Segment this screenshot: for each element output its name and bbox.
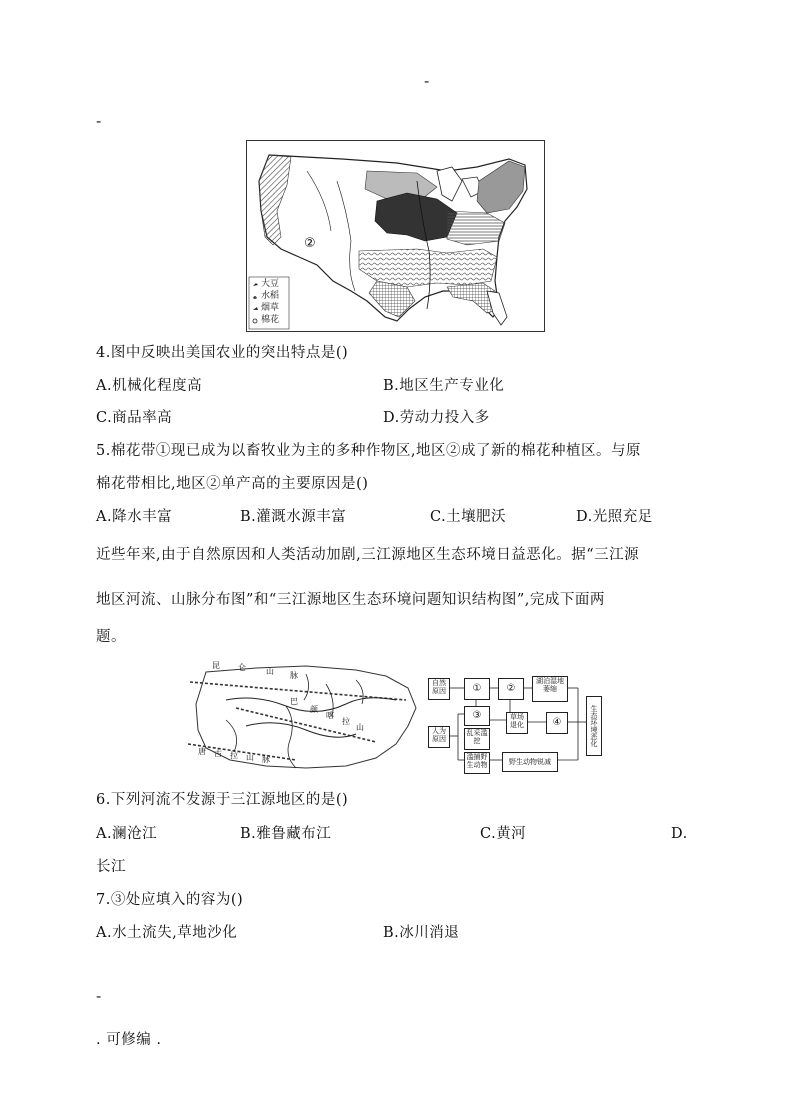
- q6-stem: 6.下列河流不发源于三江源地区的是(): [96, 792, 349, 808]
- q7-option-b[interactable]: B.冰川消退: [383, 925, 460, 941]
- mountain-label-13: 山: [246, 753, 254, 762]
- q7-option-a[interactable]: A.水土流失,草地沙化: [96, 925, 238, 941]
- intro-line1: 近些年来,由于自然原因和人类活动加剧,三江源地区生态环境日益恶化。据“三江源: [96, 547, 640, 563]
- mountain-label-4: 脉: [290, 671, 298, 680]
- q4-option-a[interactable]: A.机械化程度高: [96, 378, 203, 394]
- map-label-region-2: ②: [304, 236, 316, 251]
- q6-option-d-text[interactable]: 长江: [96, 859, 126, 875]
- q6-option-c[interactable]: C.黄河: [480, 826, 527, 842]
- intro-line2: 地区河流、山脉分布图”和“三江源地区生态环境问题知识结构图”,完成下面两: [96, 592, 605, 608]
- page-mark-left: -: [96, 114, 102, 130]
- mountain-label-1: 昆: [212, 661, 220, 670]
- footer-editable: . 可修编 .: [96, 1032, 162, 1048]
- q5-option-d[interactable]: D.光照充足: [576, 509, 653, 525]
- fc-grass-degrade: 草场退化: [506, 712, 528, 734]
- q5-option-a[interactable]: A.降水丰富: [96, 509, 173, 525]
- q5-option-c[interactable]: C.土壤肥沃: [430, 509, 507, 525]
- mountain-label-9: 山: [356, 723, 364, 732]
- fc-natural-cause: 自然原因: [428, 678, 450, 700]
- q6-option-b[interactable]: B.雅鲁藏布江: [240, 826, 332, 842]
- q5-stem-line1: 5.棉花带①现已成为以畜牧业为主的多种作物区,地区②成了新的棉花种植区。与原: [96, 443, 641, 459]
- q6-option-d-prefix[interactable]: D.: [671, 826, 688, 842]
- eco-problem-flowchart: [426, 674, 614, 774]
- legend-tobacco: 烟草: [261, 303, 280, 313]
- header-mark: -: [424, 74, 430, 90]
- mountain-label-12: 拉: [230, 751, 238, 760]
- sanjiangyuan-river-map: [186, 660, 420, 776]
- q7-stem: 7.③处应填入的容为(): [96, 892, 244, 908]
- mountain-label-11: 古: [214, 749, 222, 758]
- us-agriculture-map: [246, 140, 545, 332]
- fc-node-1: ①: [464, 678, 490, 700]
- mountain-label-5: 巴: [290, 697, 298, 706]
- fc-wetland-shrink: 湖泊湿地萎缩: [532, 676, 568, 702]
- mountain-label-6: 颜: [310, 705, 318, 714]
- legend-soybean: 大豆: [261, 279, 280, 289]
- fc-node-4: ④: [546, 712, 568, 734]
- q4-option-d[interactable]: D.劳动力投入多: [383, 410, 490, 426]
- q5-stem-line2: 棉花带相比,地区②单产高的主要原因是(): [96, 476, 369, 492]
- q6-option-a[interactable]: A.澜沧江: [96, 826, 158, 842]
- q4-option-c[interactable]: C.商品率高: [96, 410, 173, 426]
- fc-eco-worse: 生态环境恶化: [586, 696, 602, 756]
- mountain-label-10: 唐: [198, 747, 206, 756]
- fc-hunt: 滥捕野生动物: [464, 752, 490, 774]
- fc-node-2: ②: [498, 678, 524, 700]
- mountain-label-2: 仑: [238, 663, 246, 672]
- q5-option-b[interactable]: B.灌溉水源丰富: [240, 509, 347, 525]
- q4-stem: 4.图中反映出美国农业的突出特点是(): [96, 345, 349, 361]
- us-map-graphic: [247, 141, 544, 331]
- intro-line3: 题。: [96, 629, 126, 645]
- fc-overgraze: 乱采滥挖: [464, 728, 490, 750]
- legend-cotton: 棉花: [261, 315, 280, 325]
- q4-option-b[interactable]: B.地区生产专业化: [383, 378, 505, 394]
- mountain-label-3: 山: [266, 667, 274, 676]
- mountain-label-14: 脉: [262, 755, 270, 764]
- mountain-label-7: 喀: [326, 711, 334, 720]
- fc-node-3: ③: [464, 706, 490, 726]
- fc-human-cause: 人为原因: [428, 726, 450, 748]
- mountain-label-8: 拉: [342, 717, 350, 726]
- legend-rice: 水稻: [261, 291, 280, 301]
- fc-wildlife-decline: 野生动物锐减: [502, 752, 558, 772]
- footer-mark: -: [96, 989, 102, 1005]
